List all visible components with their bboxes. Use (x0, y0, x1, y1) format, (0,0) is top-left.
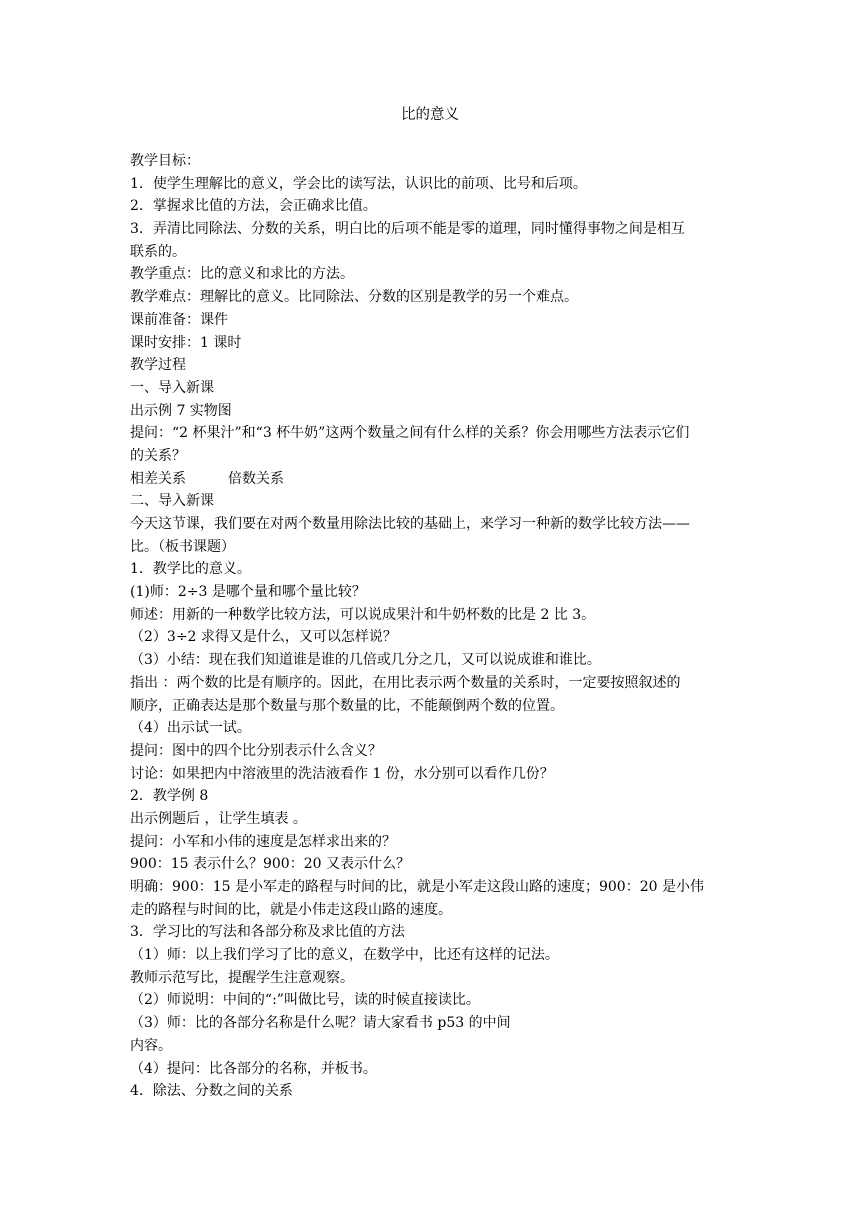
text-line: 内容。 (130, 1037, 172, 1054)
text-line: 900：15 表示什么？900：20 又表示什么？ (130, 856, 410, 873)
text-line: 明确：900：15 是小军走的路程与时间的比，就是小军走这段山路的速度；900：20 是小伟 (130, 879, 704, 895)
text-line: 教师示范写比，提醒学生注意观察。 (130, 969, 354, 986)
text-line: 3．弄清比同除法、分数的关系，明白比的后项不能是零的道理，同时懂得事物之间是相互 (130, 221, 685, 238)
text-line: 提问：“2 杯果汁”和“3 杯牛奶”这两个数量之间有什么样的关系？你会用哪些方法表示它们 (130, 425, 690, 442)
text-line: 2．掌握求比值的方法，会正确求比值。 (130, 198, 377, 215)
text-line: 联系的。 (130, 243, 186, 260)
text-line: （3）小结：现在我们知道谁是谁的几倍或几分之几，又可以说成谁和谁比。 (130, 652, 601, 669)
document-body (130, 150, 740, 1103)
document-title: 比的意义 (401, 107, 459, 123)
text-line: （4）提问：比各部分的名称，并板书。 (130, 1060, 377, 1077)
text-line: 教学重点：比的意义和求比的方法。 (130, 266, 354, 283)
text-line: (1)师：2÷3 是哪个量和哪个量比较？ (130, 584, 366, 601)
text-line: 教学难点：理解比的意义。比同除法、分数的区别是教学的另一个难点。 (130, 289, 578, 306)
text-line: 二、导入新课 (130, 493, 214, 510)
text-line: 提问：图中的四个比分别表示什么含义？ (130, 742, 382, 759)
text-line: 的关系？ (130, 447, 186, 464)
text-line: 教学目标： (130, 153, 200, 169)
text-line: 出示例题后 ，让学生填表 。 (130, 810, 307, 827)
text-line: 课时安排：1 课时 (130, 334, 242, 351)
text-line: 4．除法、分数之间的关系 (130, 1083, 293, 1100)
text-line: 出示例 7 实物图 (130, 402, 232, 419)
text-line: 一、导入新课 (130, 379, 214, 396)
text-line: （1）师：以上我们学习了比的意义，在数学中，比还有这样的记法。 (130, 947, 559, 964)
text-line: 1．使学生理解比的意义，学会比的读写法，认识比的前项、比号和后项。 (130, 175, 587, 192)
text-line: 1．教学比的意义。 (130, 561, 251, 578)
text-line: （2）师说明：中间的“:”叫做比号，读的时候直接读比。 (130, 992, 480, 1009)
text-line: 2．教学例 8 (130, 788, 209, 805)
text-line: 讨论：如果把内中溶液里的洗洁液看作 1 份，水分别可以看作几份？ (130, 765, 554, 782)
text-line: 课前准备：课件 (130, 311, 228, 328)
text-line: （2）3÷2 求得又是什么，又可以怎样说？ (130, 629, 397, 646)
text-line: 比。（板书课题） (130, 538, 235, 555)
text-line: 相差关系 倍数关系 (130, 470, 284, 487)
text-line: 教学过程 (130, 357, 186, 374)
text-line: 今天这节课，我们要在对两个数量用除法比较的基础上，来学习一种新的数学比较方法—— (130, 516, 690, 532)
text-line: （4）出示试一试。 (130, 720, 251, 737)
text-line: 师述：用新的一种数学比较方法，可以说成果汁和牛奶杯数的比是 2 比 3。 (130, 606, 596, 623)
text-line: 提问：小军和小伟的速度是怎样求出来的？ (130, 833, 396, 850)
text-line: 走的路程与时间的比，就是小伟走这段山路的速度。 (130, 901, 452, 918)
text-line: 顺序，正确表达是那个数量与那个数量的比，不能颠倒两个数的位置。 (130, 697, 564, 714)
text-line: 指出 ：两个数的比是有顺序的。因此，在用比表示两个数量的关系时，一定要按照叙述的 (130, 674, 681, 691)
text-line: 3．学习比的写法和各部分称及求比值的方法 (130, 924, 405, 941)
text-line: （3）师：比的各部分名称是什么呢？请大家看书 p53 的中间 (130, 1015, 511, 1032)
